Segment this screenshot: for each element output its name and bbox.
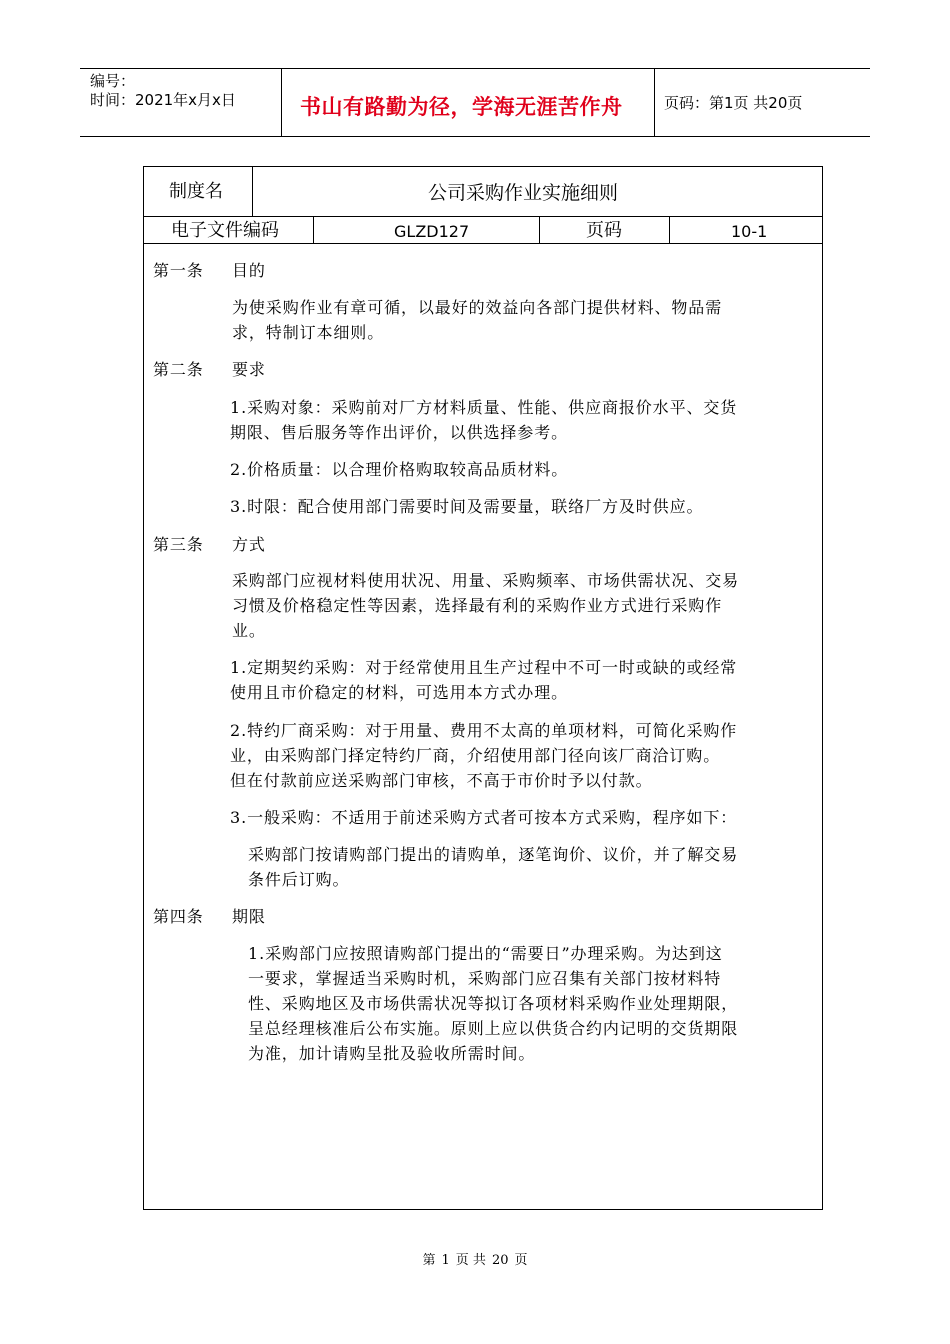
form-col-divider-codevalue xyxy=(539,216,540,243)
article-3-intro: 采购部门应视材料使用状况、用量、采购频率、市场供需状况、交易 习惯及价格稳定性等因素，选择最有利的采购作业方式进行采购作 业。 xyxy=(232,571,740,640)
header-divider-1 xyxy=(281,68,282,136)
article-3-item-3: 3.一般采购：不适用于前述采购方式者可按本方式采购，程序如下： xyxy=(230,808,738,827)
footer-suffix: 页 xyxy=(514,1253,528,1268)
regulation-name-label: 制度名 xyxy=(169,181,223,202)
article-3-subtitle: 方式 xyxy=(232,535,266,554)
article-3-item-1: 1.定期契约采购：对于经常使用且生产过程中不可一时或缺的或经常 使用且市价稳定的材料，可选用本方式办理。 xyxy=(230,658,738,702)
footer-current-page: 1 xyxy=(441,1253,450,1268)
article-2-item-1: 1.采购对象：采购前对厂方材料质量、性能、供应商报价水平、交货 期限、售后服务等作出评价，以供选择参考。 xyxy=(230,398,738,442)
article-1-title: 第一条 xyxy=(153,261,204,280)
page-label: 页码 xyxy=(586,220,622,241)
article-1-subtitle: 目的 xyxy=(232,261,266,280)
form-col-divider-code xyxy=(313,216,314,243)
file-code-value: GLZD127 xyxy=(394,222,470,241)
article-2-title: 第二条 xyxy=(153,360,204,379)
article-3-item-3-detail: 采购部门按请购部门提出的请购单，逐笔询价、议价，并了解交易 条件后订购。 xyxy=(248,845,739,889)
article-4-item-1: 1.采购部门应按照请购部门提出的“需要日”办理采购。为达到这 一要求，掌握适当采购时机，采购部门应召集有关部门按材料特 性、采购地区及市场供需状况等拟订各项材料采购作业处理期限， 呈总经理核准后公布实施。原则上应以供货合约内记明的交货期限 为准，加计请购呈批及验收所需时间。 xyxy=(248,944,739,1063)
page-value: 10-1 xyxy=(731,222,768,241)
article-2-item-2: 2.价格质量：以合理价格购取较高品质材料。 xyxy=(230,460,569,479)
footer-prefix: 第 xyxy=(422,1253,436,1268)
footer-mid: 页 共 xyxy=(455,1253,486,1268)
form-col-divider-name xyxy=(252,166,253,216)
header-top-line xyxy=(80,68,870,69)
form-col-divider-page xyxy=(669,216,670,243)
article-2-item-3: 3.时限：配合使用部门需要时间及需要量，联络厂方及时供应。 xyxy=(230,497,704,516)
header-date: 时间：2021年x月x日 xyxy=(90,91,236,109)
header-bottom-line xyxy=(80,136,870,137)
file-code-label: 电子文件编码 xyxy=(171,220,279,241)
article-4-subtitle: 期限 xyxy=(232,907,266,926)
header-motto: 书山有路勤为径，学海无涯苦作舟 xyxy=(300,95,623,119)
page-footer xyxy=(0,1249,950,1268)
footer-total-pages: 20 xyxy=(491,1253,509,1268)
header-number-label: 编号： xyxy=(90,72,136,90)
header-page-info: 页码：第1页 共20页 xyxy=(664,94,803,112)
form-row-divider-1 xyxy=(143,216,823,217)
article-3-title: 第三条 xyxy=(153,535,204,554)
article-1-paragraph: 为使采购作业有章可循，以最好的效益向各部门提供材料、物品需 求，特制订本细则。 xyxy=(232,298,723,342)
regulation-name-value: 公司采购作业实施细则 xyxy=(428,182,619,204)
article-3-item-2: 2.特约厂商采购：对于用量、费用不太高的单项材料，可简化采购作 业，由采购部门择定特约厂商，介绍使用部门径向该厂商洽订购。 但在付款前应送采购部门审核，不高于市价时予以付款。 xyxy=(230,721,738,790)
form-row-divider-2 xyxy=(143,243,823,244)
article-2-subtitle: 要求 xyxy=(232,360,266,379)
article-4-title: 第四条 xyxy=(153,907,204,926)
header-divider-2 xyxy=(654,68,655,136)
